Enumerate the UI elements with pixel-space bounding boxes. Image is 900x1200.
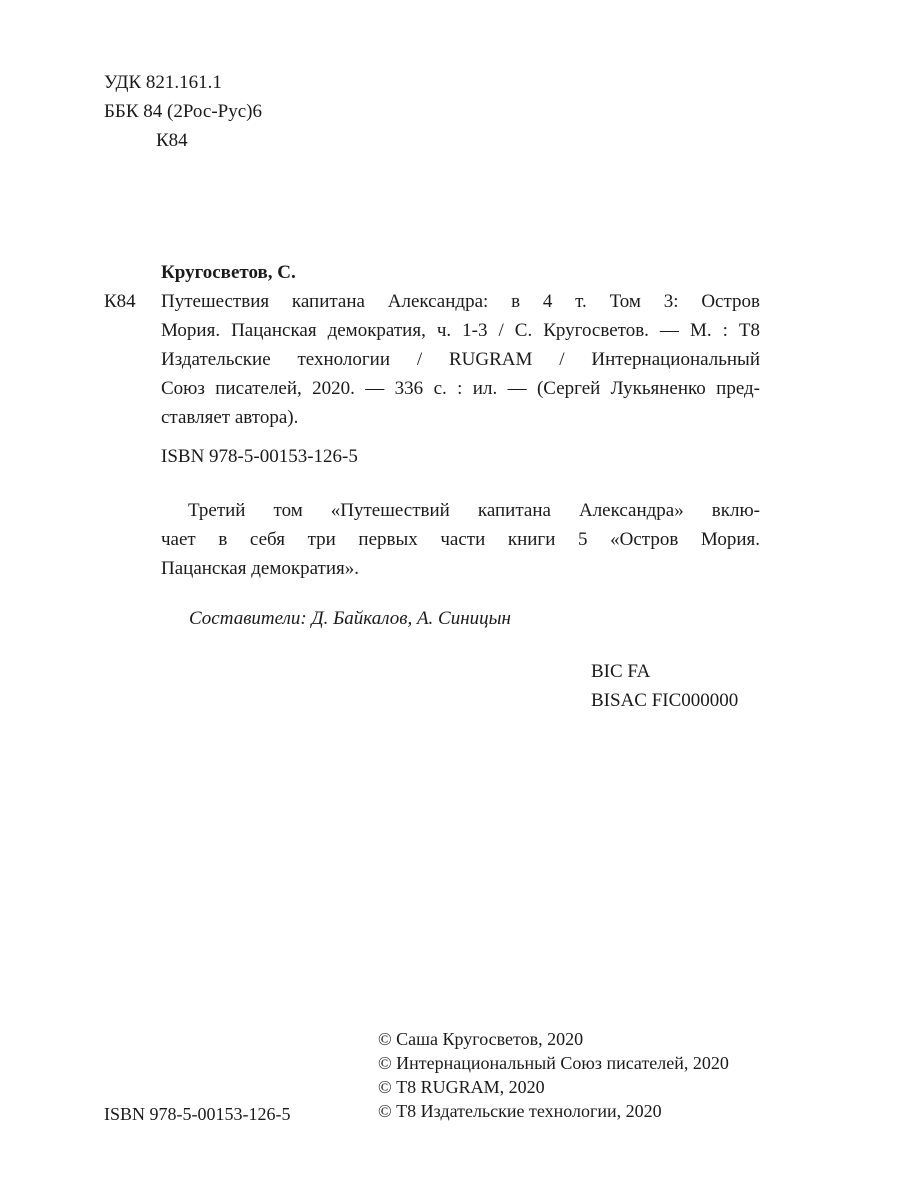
annotation bbox=[161, 496, 760, 583]
isbn-main: ISBN 978-5-00153-126-5 bbox=[161, 446, 358, 467]
bic-code: BIC FA bbox=[591, 661, 651, 682]
bib-line: Союз писателей, 2020. — 336 с. : ил. — (Сергей Лукьяненко пред- bbox=[161, 378, 760, 399]
annotation-line: Третий том «Путешествий капитана Александра» вклю- bbox=[188, 500, 760, 521]
annotation-line: чает в себя три первых части книги 5 «Остров Мория. bbox=[161, 529, 760, 550]
annotation-line: Пацанская демократия». bbox=[161, 558, 359, 579]
bib-line: Издательские технологии / RUGRAM / Интернациональный bbox=[161, 349, 760, 370]
copyright-line: © Т8 Издательские технологии, 2020 bbox=[378, 1101, 662, 1121]
cutter-mark: К84 bbox=[104, 291, 136, 312]
isbn-bottom: ISBN 978-5-00153-126-5 bbox=[104, 1104, 291, 1124]
copyright-line: © Саша Кругосветов, 2020 bbox=[378, 1029, 584, 1049]
copyright-block bbox=[378, 1027, 729, 1123]
classification-block bbox=[104, 68, 262, 155]
bibliographic-description bbox=[161, 287, 760, 432]
copyright-line: © Т8 RUGRAM, 2020 bbox=[378, 1077, 545, 1097]
bisac-code: BISAC FIC000000 bbox=[591, 690, 739, 711]
cutter-code: К84 bbox=[156, 130, 188, 151]
bbk-code: ББК 84 (2Рос-Рус)6 bbox=[104, 101, 262, 122]
compilers: Составители: Д. Байкалов, А. Синицын bbox=[189, 608, 511, 629]
bib-line: Путешествия капитана Александра: в 4 т. Том 3: Остров bbox=[161, 291, 760, 312]
udk-code: УДК 821.161.1 bbox=[104, 72, 222, 93]
author-name: Кругосветов, С. bbox=[161, 262, 296, 283]
subject-codes bbox=[591, 657, 738, 715]
bib-line: Мория. Пацанская демократия, ч. 1-3 / С. Кругосветов. — М. : Т8 bbox=[161, 320, 760, 341]
bib-line: ставляет автора). bbox=[161, 407, 299, 428]
copyright-line: © Интернациональный Союз писателей, 2020 bbox=[378, 1053, 729, 1073]
